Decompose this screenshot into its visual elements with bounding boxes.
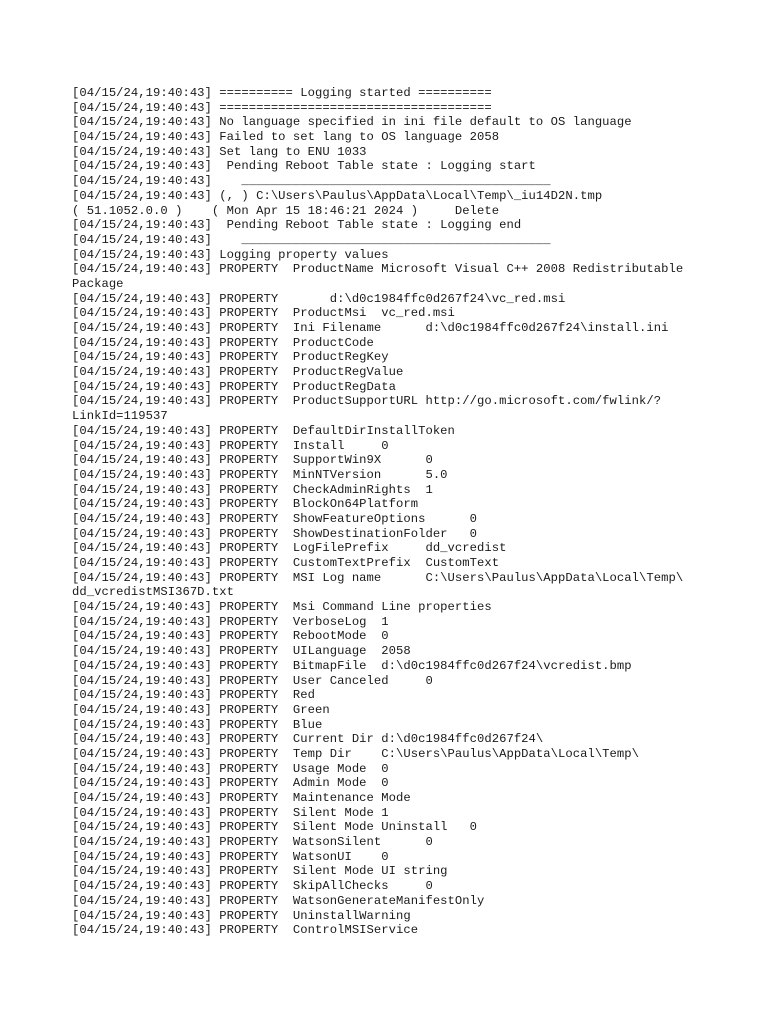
log-line: [04/15/24,19:40:43] PROPERTY BlockOn64Platform bbox=[72, 497, 419, 512]
log-line: [04/15/24,19:40:43] PROPERTY Silent Mode Uninstall 0 bbox=[72, 820, 478, 835]
log-line: [04/15/24,19:40:43] PROPERTY RebootMode 0 bbox=[72, 629, 389, 644]
log-line: [04/15/24,19:40:43] PROPERTY LogFilePrefix dd_vcredist bbox=[72, 541, 507, 556]
log-line: [04/15/24,19:40:43] ========== Logging started ========== bbox=[72, 86, 492, 100]
log-line: [04/15/24,19:40:43] PROPERTY MinNTVersion 5.0 bbox=[72, 467, 448, 482]
log-line: [04/15/24,19:40:43] PROPERTY MSI Log name C:\Users\Paulus\AppData\Local\Temp\ bbox=[72, 570, 684, 585]
log-line: Package bbox=[72, 276, 124, 291]
log-line: [04/15/24,19:40:43] __________________________________________ bbox=[72, 232, 551, 247]
log-line: [04/15/24,19:40:43] PROPERTY ControlMSIService bbox=[72, 923, 419, 938]
log-line: [04/15/24,19:40:43] PROPERTY Admin Mode 0 bbox=[72, 776, 389, 791]
log-line: [04/15/24,19:40:43] PROPERTY Install 0 bbox=[72, 438, 389, 453]
log-line: [04/15/24,19:40:43] Failed to set lang to OS language 2058 bbox=[72, 130, 500, 145]
log-line: [04/15/24,19:40:43] PROPERTY UILanguage 2058 bbox=[72, 644, 411, 659]
log-line: [04/15/24,19:40:43] Logging property values bbox=[72, 247, 389, 262]
log-line: [04/15/24,19:40:43] PROPERTY ProductCode bbox=[72, 335, 374, 350]
log-line: [04/15/24,19:40:43] PROPERTY Ini Filename d:\d0c1984ffc0d267f24\install.ini bbox=[72, 321, 669, 335]
log-line: LinkId=119537 bbox=[72, 409, 168, 424]
log-line: [04/15/24,19:40:43] PROPERTY SupportWin9X 0 bbox=[72, 453, 433, 468]
log-line: [04/15/24,19:40:43] PROPERTY CheckAdminRights 1 bbox=[72, 482, 433, 497]
log-line: [04/15/24,19:40:43] PROPERTY Current Dir d:\d0c1984ffc0d267f24\ bbox=[72, 732, 544, 747]
log-line: [04/15/24,19:40:43] PROPERTY BitmapFile d:\d0c1984ffc0d267f24\vcredist.bmp bbox=[72, 658, 632, 673]
log-line: [04/15/24,19:40:43] No language specified in ini file default to OS language bbox=[72, 115, 632, 130]
log-line: [04/15/24,19:40:43] PROPERTY Msi Command Line properties bbox=[72, 600, 492, 615]
log-line: [04/15/24,19:40:43] PROPERTY Silent Mode UI string bbox=[72, 864, 448, 879]
log-line: [04/15/24,19:40:43] PROPERTY Usage Mode 0 bbox=[72, 761, 389, 776]
log-line: [04/15/24,19:40:43] PROPERTY ProductName Microsoft Visual C++ 2008 Redistributable bbox=[72, 262, 684, 277]
log-line: [04/15/24,19:40:43] PROPERTY WatsonGenerateManifestOnly bbox=[72, 893, 485, 908]
log-text bbox=[72, 86, 752, 938]
log-line: [04/15/24,19:40:43] PROPERTY WatsonUI 0 bbox=[72, 849, 389, 864]
log-line: [04/15/24,19:40:43] PROPERTY User Canceled 0 bbox=[72, 673, 433, 688]
log-line: [04/15/24,19:40:43] PROPERTY UninstallWarning bbox=[72, 908, 411, 923]
log-line: [04/15/24,19:40:43] Pending Reboot Table state : Logging end bbox=[72, 218, 522, 233]
log-line: ( 51.1052.0.0 ) ( Mon Apr 15 18:46:21 2024 ) Delete bbox=[72, 203, 500, 218]
log-line: [04/15/24,19:40:43] ===================================== bbox=[72, 100, 492, 115]
log-line: [04/15/24,19:40:43] PROPERTY ShowFeatureOptions 0 bbox=[72, 511, 478, 526]
log-line: [04/15/24,19:40:43] PROPERTY ShowDestinationFolder 0 bbox=[72, 526, 478, 541]
log-line: [04/15/24,19:40:43] PROPERTY d:\d0c1984ffc0d267f24\vc_red.msi bbox=[72, 291, 566, 306]
log-line: [04/15/24,19:40:43] PROPERTY Silent Mode 1 bbox=[72, 805, 389, 820]
log-line: [04/15/24,19:40:43] PROPERTY Temp Dir C:\Users\Paulus\AppData\Local\Temp\ bbox=[72, 746, 640, 761]
log-line: [04/15/24,19:40:43] PROPERTY ProductMsi vc_red.msi bbox=[72, 306, 455, 321]
log-line: [04/15/24,19:40:43] PROPERTY Red bbox=[72, 688, 316, 703]
log-line: [04/15/24,19:40:43] PROPERTY ProductRegKey bbox=[72, 350, 389, 365]
log-line: [04/15/24,19:40:43] PROPERTY ProductRegValue bbox=[72, 365, 404, 380]
log-line: [04/15/24,19:40:43] __________________________________________ bbox=[72, 174, 551, 189]
log-line: [04/15/24,19:40:43] PROPERTY SkipAllChecks 0 bbox=[72, 879, 433, 894]
log-line: [04/15/24,19:40:43] PROPERTY WatsonSilent 0 bbox=[72, 835, 433, 850]
log-line: [04/15/24,19:40:43] PROPERTY ProductRegData bbox=[72, 379, 397, 394]
log-line: [04/15/24,19:40:43] PROPERTY Blue bbox=[72, 717, 323, 732]
log-line: [04/15/24,19:40:43] PROPERTY ProductSupportURL http://go.microsoft.com/fwlink/? bbox=[72, 394, 662, 409]
log-line: [04/15/24,19:40:43] PROPERTY CustomTextPrefix CustomText bbox=[72, 556, 500, 570]
log-line: dd_vcredistMSI367D.txt bbox=[72, 585, 235, 600]
log-line: [04/15/24,19:40:43] PROPERTY DefaultDirInstallToken bbox=[72, 423, 455, 438]
log-line: [04/15/24,19:40:43] Pending Reboot Table state : Logging start bbox=[72, 159, 536, 174]
log-line: [04/15/24,19:40:43] (, ) C:\Users\Paulus\AppData\Local\Temp\_iu14D2N.tmp bbox=[72, 188, 603, 203]
log-line: [04/15/24,19:40:43] Set lang to ENU 1033 bbox=[72, 144, 367, 159]
log-line: [04/15/24,19:40:43] PROPERTY Green bbox=[72, 702, 330, 717]
log-line: [04/15/24,19:40:43] PROPERTY VerboseLog 1 bbox=[72, 614, 389, 629]
log-line: [04/15/24,19:40:43] PROPERTY Maintenance Mode bbox=[72, 791, 411, 805]
